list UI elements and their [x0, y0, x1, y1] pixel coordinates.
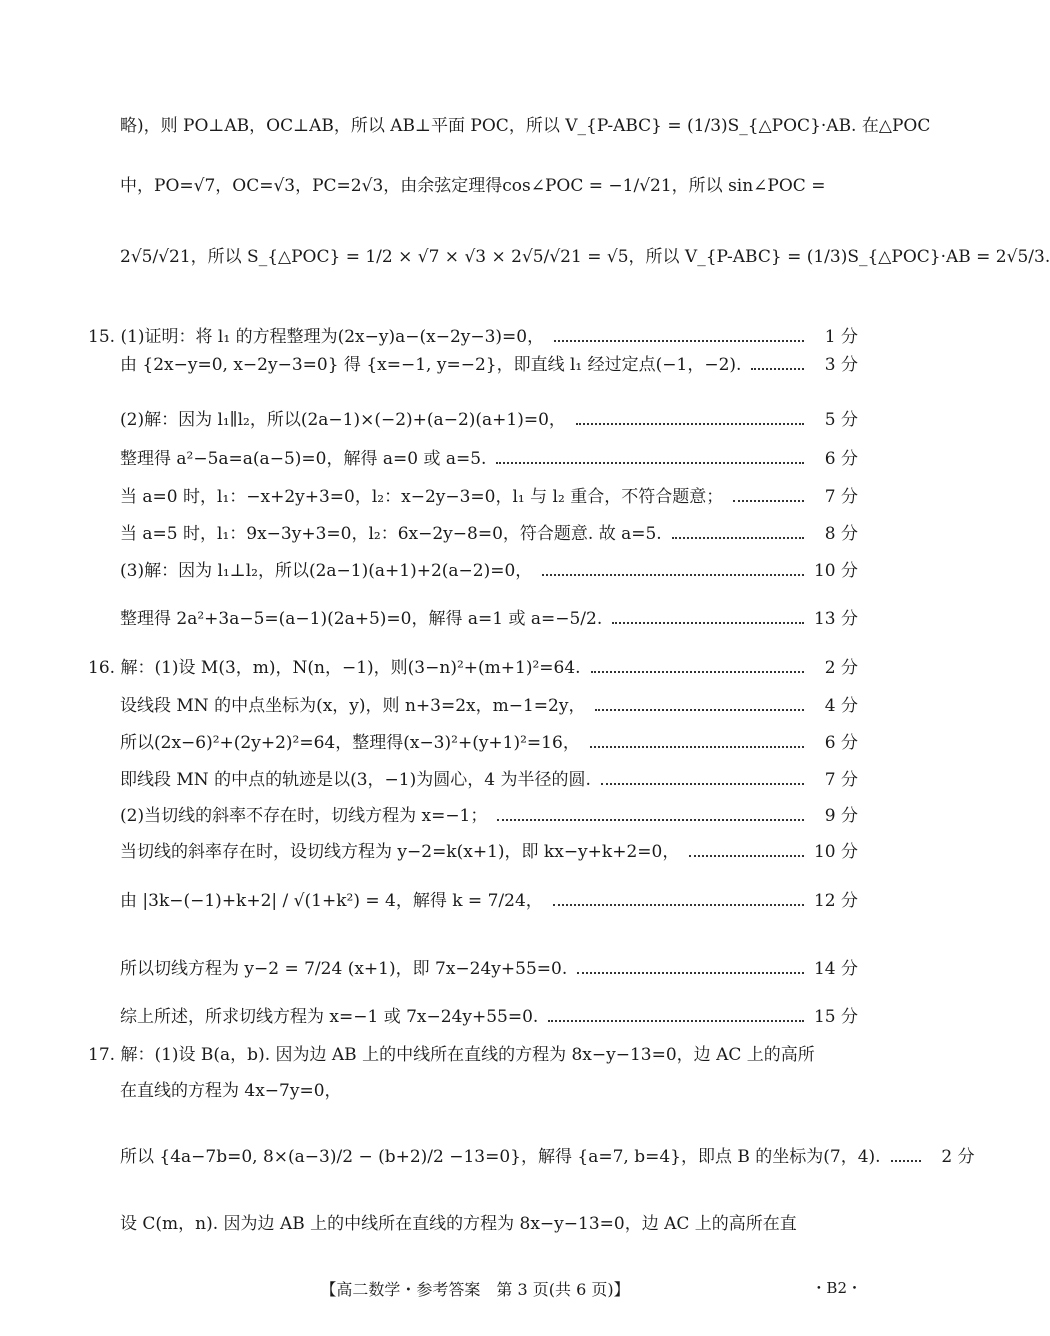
text-line: 设线段 MN 的中点坐标为(x，y)，则 n+3=2x，m−1=2y， 4 分: [120, 696, 858, 716]
score: 13 分: [813, 609, 858, 629]
score: 7 分: [824, 487, 858, 507]
score: 6 分: [824, 449, 858, 469]
text-line: 所以(2x−6)²+(2y+2)²=64，整理得(x−3)²+(y+1)²=16， 6 分: [120, 733, 858, 753]
page-code: ・B2・: [811, 1279, 862, 1297]
text-line: 中，PO=√7，OC=√3，PC=2√3，由余弦定理得cos∠POC = −1/√21，所以 sin∠POC =: [120, 176, 826, 196]
text-line: 由 {2x−y=0, x−2y−3=0} 得 {x=−1, y=−2}，即直线 l₁ 经过定点(−1，−2). 3 分: [120, 355, 858, 375]
q16-line: 16. 解：(1)设 M(3，m)，N(n，−1)，则(3−n)²+(m+1)²=64. 2 分: [88, 658, 858, 678]
score: 5 分: [824, 410, 858, 430]
score: 9 分: [824, 806, 858, 826]
score: 10 分: [813, 842, 858, 862]
q17-line: 17. 解：(1)设 B(a，b). 因为边 AB 上的中线所在直线的方程为 8x−y−13=0，边 AC 上的高所: [88, 1045, 815, 1065]
page-footer: 【高二数学・参考答案 第 3 页(共 6 页)】: [320, 1280, 630, 1299]
score: 4 分: [824, 696, 858, 716]
text-line: 综上所述，所求切线方程为 x=−1 或 7x−24y+55=0. 15 分: [120, 1007, 858, 1027]
q15-line: 15. (1)证明：将 l₁ 的方程整理为(2x−y)a−(x−2y−3)=0， 1 分: [88, 327, 858, 347]
score: 2 分: [941, 1147, 975, 1167]
score: 14 分: [813, 959, 858, 979]
text-line: (2)解：因为 l₁∥l₂，所以(2a−1)×(−2)+(a−2)(a+1)=0， 5 分: [120, 410, 858, 430]
score: 6 分: [824, 733, 858, 753]
score: 7 分: [824, 770, 858, 790]
text-line: 略)，则 PO⊥AB，OC⊥AB，所以 AB⊥平面 POC，所以 V_{P-ABC} = (1/3)S_{△POC}·AB. 在△POC: [120, 116, 931, 136]
text-line: 当 a=0 时，l₁：−x+2y+3=0，l₂：x−2y−3=0，l₁ 与 l₂ 重合，不符合题意； 7 分: [120, 487, 858, 507]
score: 3 分: [824, 355, 858, 375]
text-line: (3)解：因为 l₁⊥l₂，所以(2a−1)(a+1)+2(a−2)=0， 10 分: [120, 561, 858, 581]
text-line: (2)当切线的斜率不存在时，切线方程为 x=−1； 9 分: [120, 806, 858, 826]
text-line: 当切线的斜率存在时，设切线方程为 y−2=k(x+1)，即 kx−y+k+2=0， 10 分: [120, 842, 858, 862]
text-line: 所以 {4a−7b=0, 8×(a−3)/2 − (b+2)/2 −13=0}，解得 {a=7, b=4}，即点 B 的坐标为(7，4). 2 分: [120, 1147, 975, 1167]
text-line: 设 C(m，n). 因为边 AB 上的中线所在直线的方程为 8x−y−13=0，边 AC 上的高所在直: [120, 1214, 797, 1234]
text-line: 所以切线方程为 y−2 = 7/24 (x+1)，即 7x−24y+55=0. 14 分: [120, 959, 858, 979]
score: 15 分: [813, 1007, 858, 1027]
text-line: 由 |3k−(−1)+k+2| / √(1+k²) = 4，解得 k = 7/24， 12 分: [120, 891, 858, 911]
text-line: 整理得 2a²+3a−5=(a−1)(2a+5)=0，解得 a=1 或 a=−5/2. 13 分: [120, 609, 858, 629]
text-line: 整理得 a²−5a=a(a−5)=0，解得 a=0 或 a=5. 6 分: [120, 449, 858, 469]
text-line: 当 a=5 时，l₁：9x−3y+3=0，l₂：6x−2y−8=0，符合题意. 故 a=5. 8 分: [120, 524, 858, 544]
score: 2 分: [824, 658, 858, 678]
score: 12 分: [813, 891, 858, 911]
score: 1 分: [824, 327, 858, 347]
score: 8 分: [824, 524, 858, 544]
score: 10 分: [813, 561, 858, 581]
text-line: 即线段 MN 的中点的轨迹是以(3，−1)为圆心，4 为半径的圆. 7 分: [120, 770, 858, 790]
text-line: 在直线的方程为 4x−7y=0，: [120, 1081, 342, 1101]
text-line: 2√5/√21，所以 S_{△POC} = 1/2 × √7 × √3 × 2√5/√21 = √5，所以 V_{P-ABC} = (1/3)S_{△POC}·AB = 2√5/3.: [120, 247, 1050, 267]
